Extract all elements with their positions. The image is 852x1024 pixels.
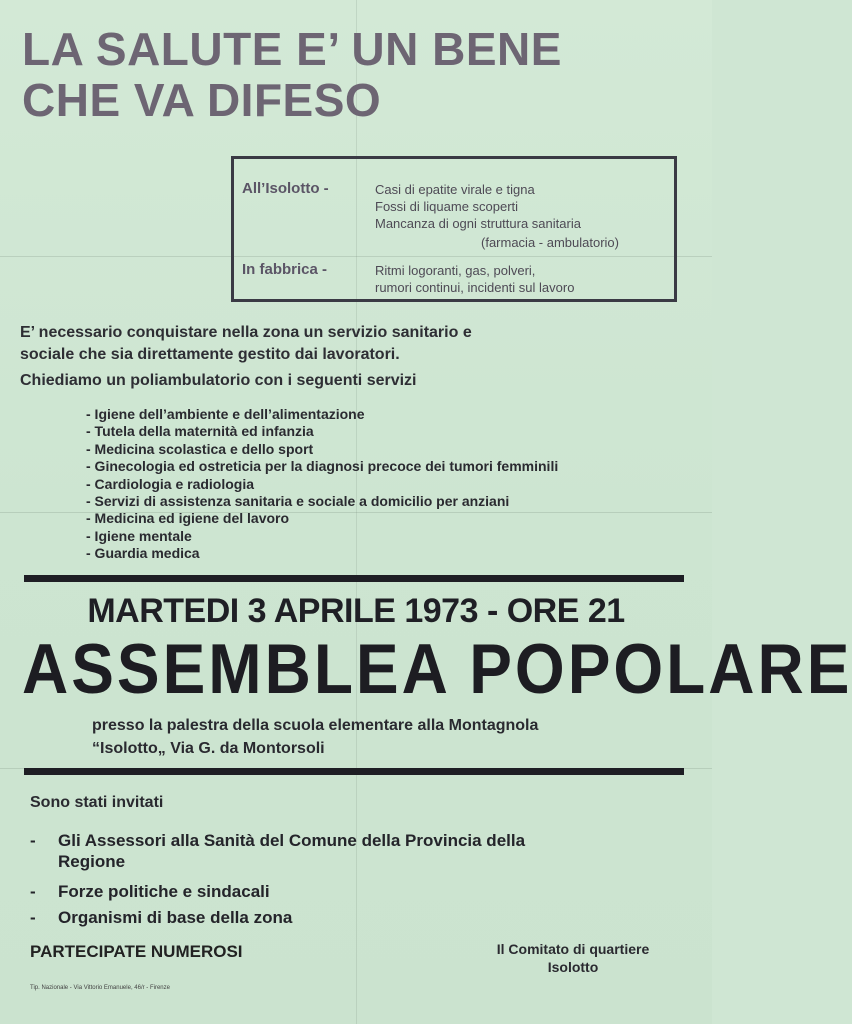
service-item: - Cardiologia e radiologia (86, 475, 255, 492)
committee-line: Isolotto (547, 959, 599, 975)
event-venue (92, 714, 702, 760)
fabbrica-item: rumori continui, incidenti sul lavoro (375, 280, 575, 295)
invited-item (30, 907, 700, 928)
isolotto-item: (farmacia - ambulatorio) (481, 235, 619, 250)
request-heading: Chiediamo un poliambulatorio con i seguenti servizi (20, 372, 417, 389)
list-dash: - (30, 882, 36, 901)
invited-text: Organismi di base della zona (58, 908, 293, 927)
service-item: - Medicina scolastica e dello sport (86, 440, 314, 457)
service-item: - Guardia medica (86, 545, 200, 562)
problems-box (231, 156, 677, 302)
service-item: - Servizi di assistenza sanitaria e sociale a domicilio per anziani (86, 493, 510, 510)
services-list (86, 406, 706, 563)
intro-line: E’ necessario conquistare nella zona un servizio sanitario e (20, 324, 472, 341)
invited-item (30, 881, 700, 902)
venue-line: “Isolotto„ Via G. da Montorsoli (92, 740, 325, 757)
service-item: - Ginecologia ed ostreticia per la diagnosi precoce dei tumori femminili (86, 458, 559, 475)
committee-line: Il Comitato di quartiere (496, 941, 650, 957)
service-item: - Medicina ed igiene del lavoro (86, 510, 290, 527)
isolotto-item: Mancanza di ogni struttura sanitaria (375, 216, 581, 231)
title-line-2: CHE VA DIFESO (22, 74, 382, 126)
list-dash: - (30, 908, 36, 927)
list-dash: - (30, 831, 36, 850)
call-to-action: PARTECIPATE NUMEROSI (30, 942, 243, 961)
intro-line: sociale che sia direttamente gestito dai lavoratori. (20, 346, 400, 363)
committee-signature (470, 940, 676, 976)
poster-title (22, 24, 702, 126)
isolotto-item: Casi di epatite virale e tigna (375, 182, 535, 197)
fabbrica-label: In fabbrica - (242, 261, 328, 278)
invited-item (30, 830, 700, 872)
intro-paragraph (20, 322, 700, 366)
invited-heading: Sono stati invitati (30, 794, 164, 811)
service-item: - Tutela della maternità ed infanzia (86, 423, 314, 440)
isolotto-item: Fossi di liquame scoperti (375, 199, 519, 214)
invited-text: Forze politiche e sindacali (58, 882, 270, 901)
invited-text: Gli Assessori alla Sanità del Comune della Provincia della (58, 831, 526, 850)
event-date: MARTEDI 3 APRILE 1973 - ORE 21 (87, 592, 625, 630)
printer-credit: Tip. Nazionale - Via Vittorio Emanuele, 46/r - Firenze (30, 985, 170, 991)
service-item: - Igiene dell’ambiente e dell’alimentazione (86, 406, 365, 422)
divider-bottom (24, 768, 684, 775)
invited-text: Regione (58, 852, 126, 871)
service-item: - Igiene mentale (86, 527, 192, 544)
title-line-1: LA SALUTE E’ UN BENE (22, 23, 562, 75)
event-name: ASSEMBLEA POPOLARE (22, 629, 852, 709)
fabbrica-item: Ritmi logoranti, gas, polveri, (375, 263, 536, 278)
divider-top (24, 575, 684, 582)
venue-line: presso la palestra della scuola elementare alla Montagnola (92, 717, 539, 734)
isolotto-label: All’Isolotto - (242, 180, 329, 197)
